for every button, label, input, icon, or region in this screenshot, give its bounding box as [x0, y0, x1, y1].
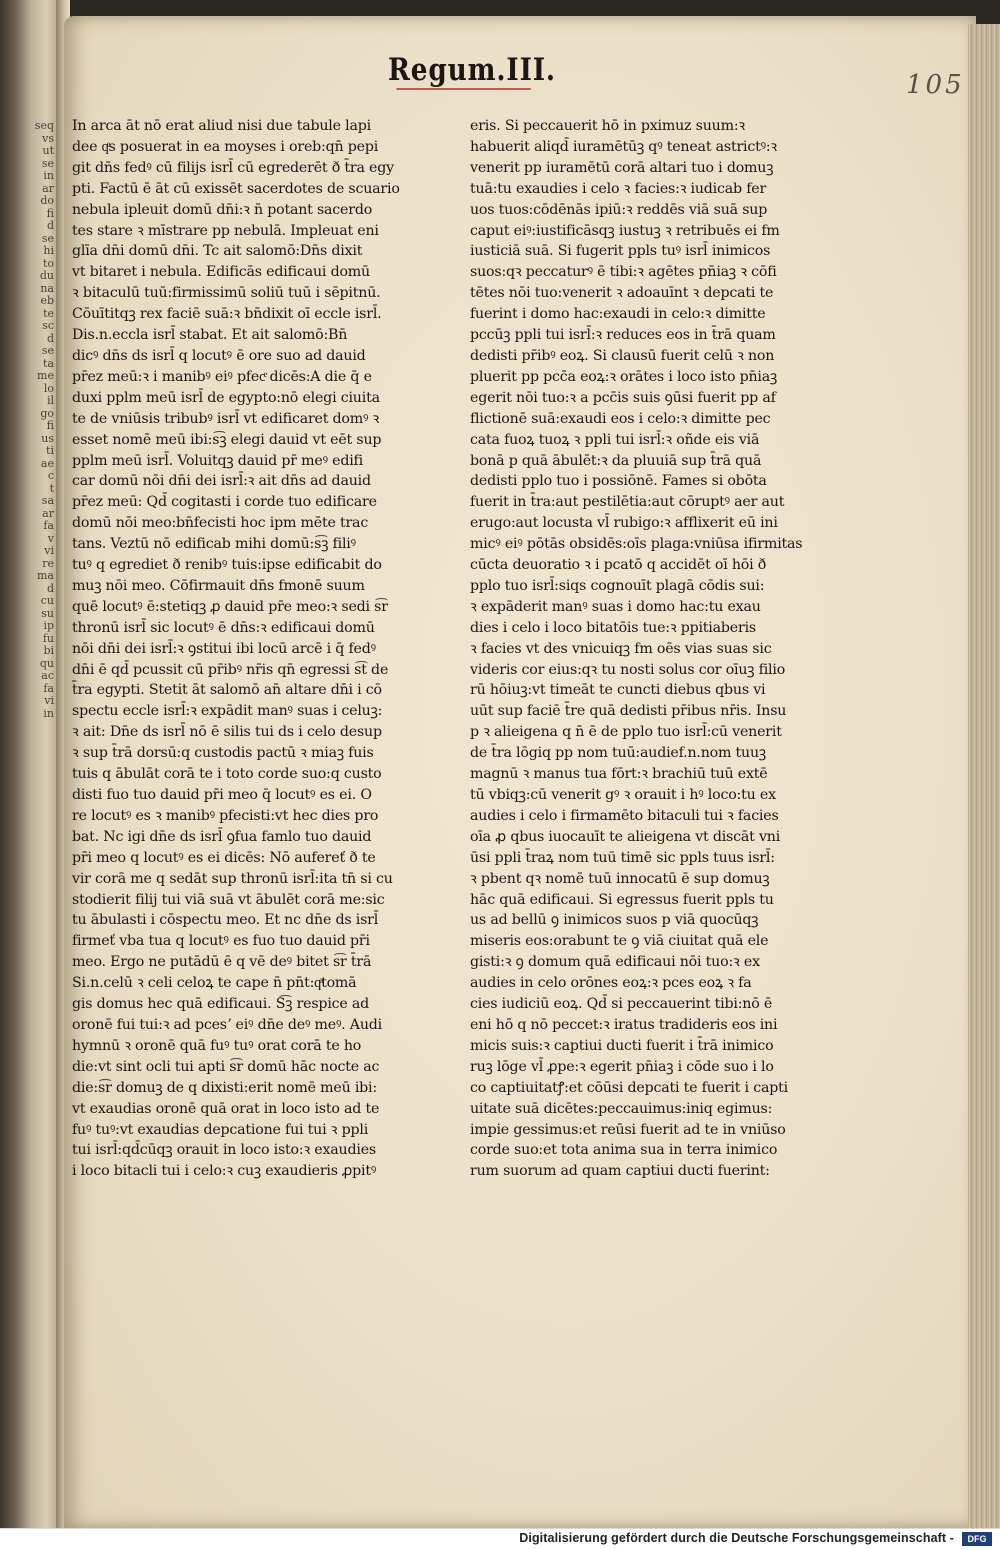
text-line: audies i celo i firmamēto bitaculi tui ꝛ facies	[470, 807, 779, 824]
text-line: domū nōi meo:bn̄fecisti hoc ipm mēte trac	[72, 515, 369, 532]
text-line: us ad bellū ꝯ inimicos suos p viā quocūqꝫ	[470, 912, 759, 929]
text-line: vir corā me q sedāt sup thronū isrl̄:ita tn̄ si cu	[72, 870, 393, 887]
text-line: dedisti pplo tuo i possiōnē. Fames si obōta	[470, 473, 767, 490]
text-line: gis domus hec quā edificaui. S͡ꝫ respice ad	[72, 996, 370, 1013]
text-line: miseris eos:orabunt te ꝯ viā ciuitat quā ele	[470, 933, 769, 950]
text-line: pccūꝫ ppli tui isrl̄:ꝛ reduces eos in t̄rā quam	[470, 327, 776, 344]
text-line: micꝰ eiꝰ pōtās obsidēs:oīs plaga:vniūsa ifirmitas	[470, 536, 803, 553]
text-line: eni hō q nō peccet:ꝛ iratus tradideris eos ini	[470, 1016, 778, 1033]
text-line: thronū isrl̄ sic locutꝰ ē dn̄s:ꝛ edificaui domū	[72, 619, 375, 636]
text-line: pr̄i meo q locutꝰ es ei dicēs: Nō aufereť ð te	[72, 849, 376, 866]
text-line: firmeť vba tua q locutꝰ es fuo tuo dauid pr̄i	[72, 933, 370, 950]
text-line: die:vt sint ocli tui apti s͡r domū hāc nocte ac	[72, 1058, 380, 1075]
text-column-right	[470, 116, 834, 1286]
text-line: pplm meū isrl̄. Voluitqꝫ dauid pr̄ meꝰ edifi	[72, 452, 363, 469]
text-line: nebula ipleuit domū dn̄i:ꝛ n̄ potant sacerdo	[72, 201, 373, 218]
text-line: hymnū ꝛ oronē quā fuꝰ tuꝰ orat corā te ho	[72, 1037, 362, 1054]
text-line: eris. Si peccauerit hō in pximuz suum:ꝛ	[470, 118, 745, 134]
text-line: co captiuitatꝭ:et cōūsi depcati te fuerit i capti	[470, 1079, 788, 1096]
text-line: dicꝰ dn̄s ds isrl̄ q locutꝰ ē ore suo ad dauid	[72, 347, 366, 364]
text-line: In arca āt nō erat aliud nisi due tabule lapi	[72, 118, 371, 134]
text-line: impie gessimus:et reūsi fuerit ad te in vniūso	[470, 1121, 786, 1138]
text-line: t̄ra egypti. Stetit āt salomō an̄ altare dn̄i i cō	[72, 682, 382, 699]
text-line: magnū ꝛ manus tua fōrt:ꝛ brachiū tuū extē	[470, 766, 768, 783]
text-line: duxi pplm meū isrl̄ de egypto:nō elegi ciuita	[72, 389, 380, 406]
text-line: cies iudiciū eoꝝ. Qd̄ si peccauerint tibi:nō ē	[470, 996, 773, 1013]
text-line: oronē fui tui:ꝛ ad pcesʼ eiꝰ dn̄e deꝰ meꝰ. Audi	[72, 1016, 382, 1033]
text-line: hāc quā edificaui. Si egressus fuerit ppls tu	[470, 891, 774, 908]
text-line: pr̄ez meū: Qd̄ cogitasti i corde tuo edificare	[72, 494, 377, 511]
text-line: fuerit in t̄ra:aut pestilētia:aut cōruptꝰ aer aut	[470, 494, 785, 511]
previous-page-text-fragment: seq vs ut se in ar do fi d se hi to du na eb te sc d se ta me lo il go fi us ti ae c t sa ar fa v vi re ma d cu su ip fu bi qu ac fa vi in	[34, 120, 54, 720]
text-line: pr̄ez meū:ꝛ i manibꝰ eiꝰ pfecͤ dicēs:A die q̄ e	[72, 368, 372, 385]
text-line: glīa dn̄i domū dn̄i. Tc ait salomō:Dn̄s dixit	[72, 243, 363, 260]
text-line: rū hōiuꝫ:vt timeāt te cuncti diebus qbus vi	[470, 682, 766, 699]
text-line: p ꝛ alieigena q n̄ ē de pplo tuo isrl̄:cū venerit	[470, 724, 782, 741]
text-line: erugo:aut locusta vl̄ rubigo:ꝛ afflixerit eū ini	[470, 515, 778, 532]
text-line: dies i celo i loco bitatōis tue:ꝛ ppitiaberis	[470, 619, 756, 636]
previous-page-edge	[0, 0, 58, 1528]
text-line: ꝛ sup t̄rā dorsū:q custodis pactū ꝛ miaꝫ fuis	[72, 745, 374, 762]
text-line: tu ābulasti i cōspectu meo. Et nc dn̄e ds isrl̄	[72, 912, 379, 929]
text-line: suos:qꝛ peccaturꝰ ē tibi:ꝛ agētes pn̄iaꝫ ꝛ cōfi	[470, 264, 777, 281]
text-line: pplo tuo isrl̄:siqs cognouīt plagā cōdis sui:	[470, 577, 765, 594]
text-line: re locutꝰ es ꝛ manibꝰ pfecisti:vt hec dies pro	[72, 807, 379, 824]
text-line: tuꝰ q egrediet ð renibꝰ tuis:ipse edificabit do	[72, 557, 382, 574]
text-line: audies in celo orōnes eoꝝ:ꝛ pces eoꝝ ꝛ fa	[470, 975, 752, 992]
text-line: Cōuītitqꝫ rex faciē suā:ꝛ bn̄dixit oī eccle isrl̄.	[72, 306, 382, 323]
text-line: dedisti pr̄ibꝰ eoꝝ. Si clausū fuerit celū ꝛ non	[470, 347, 775, 364]
text-line: uūt sup faciē t̄re quā dedisti pr̄ibus nr̄is. Insu	[470, 703, 787, 720]
text-line: pluerit pp pcc̄a eoꝝ:ꝛ orātes i loco isto pn̄iaꝫ	[470, 368, 778, 385]
text-line: vt bitaret i nebula. Edificās edificaui domū	[72, 264, 370, 281]
text-line: egerit nōi tuo:ꝛ a pcc̄is suis ꝯūsi fuerit pp af	[470, 389, 776, 406]
text-line: ꝛ expāderit manꝰ suas i domo hac:tu exau	[470, 598, 761, 615]
text-line: Si.n.celū ꝛ celi celoꝝ te cape n̄ pn̄t:qͣtomā	[72, 975, 357, 992]
text-line: iusticiā suā. Si fugerit ppls tuꝰ isrl̄ inimicos	[470, 243, 771, 260]
text-line: tuis q ābulāt corā te i toto corde suo:q custo	[72, 766, 382, 783]
page-fore-edge	[968, 24, 1000, 1528]
text-line: caput eiꝰ:iustificāsqꝫ iustuꝫ ꝛ retribuēs ei fm	[470, 222, 780, 239]
text-line: gisti:ꝛ ꝯ domum quā edificaui nōi tuo:ꝛ ex	[470, 954, 760, 971]
text-line: ꝛ ait: Dn̄e ds isrl̄ nō ē silis tui ds i celo desup	[72, 724, 382, 741]
text-line: car domū nōi dn̄i dei isrl̄:ꝛ ait dn̄s ad dauid	[72, 473, 371, 490]
text-line: meo. Ergo ne putādū ē q vē deꝰ bitet s͡r t̄rā	[72, 954, 372, 971]
text-line: esset nomē meū ibi:s͡ꝫ elegi dauid vt eēt sup	[72, 431, 382, 448]
text-line: stodierit filij tui viā suā vt ābulēt corā me:sic	[72, 891, 385, 908]
text-line: cata fuoꝝ tuoꝝ ꝛ ppli tui isrl̄:ꝛ oñde eis viā	[470, 431, 760, 448]
text-line: Dis.n.eccla isrl̄ stabat. Et ait salomō:Bn̄	[72, 327, 348, 344]
text-line: videris cor eius:qꝛ tu nosti solus cor oīuꝫ filio	[470, 661, 786, 678]
text-line: uitate suā dicētes:peccauimus:iniq egimus:	[470, 1100, 773, 1117]
text-line: dee qͤs posuerat in ea moyses i oreb:qn̄ pepi	[72, 138, 379, 155]
text-line: ūsi ppli t̄raꝝ nom tuū timē sic ppls tuus isrl̄:	[470, 849, 775, 866]
text-line: git dn̄s fedꝰ cū filijs isrl̄ cū egrederēt ð t̄ra egy	[72, 159, 394, 176]
text-column-left	[72, 116, 436, 1284]
text-line: tans. Veztū nō edificab mihi domū:s͡ꝫ filiꝰ	[72, 536, 356, 553]
text-line: tū vbiqꝫ:cū venerit gꝰ ꝛ orauit i hꝰ loco:tu ex	[470, 787, 776, 803]
running-head: Regum.III.	[388, 52, 541, 92]
text-line: dn̄i ē qd̄ pcussit cū pr̄ibꝰ nr̄is qn̄ egressi s͡t de	[72, 661, 389, 678]
text-line: fuerint i domo hac:exaudi in celo:ꝛ dimitte	[470, 306, 766, 323]
funding-credit: Digitalisierung gefördert durch die Deutsche Forschungsgemeinschaft -	[519, 1531, 954, 1545]
text-line: vt exaudias oronē quā orat in loco isto ad te	[72, 1100, 380, 1117]
text-line: ꝛ pbent qꝛ nomē tuū innocatū ē sup domuꝫ	[470, 870, 770, 887]
text-line: bat. Nc igi dn̄e ds isrl̄ ꝯfua famlo tuo dauid	[72, 828, 372, 845]
text-line: quē locutꝰ ē:stetiqꝫ ꝓ dauid pr̄e meo:ꝛ sedi s͡r	[72, 598, 388, 615]
text-line: fuꝰ tuꝰ:vt exaudias depcatione fui tui ꝛ ppli	[72, 1121, 369, 1138]
text-line: muꝫ nōi meo. Cōfirmauit dn̄s fmonē suum	[72, 577, 365, 594]
text-line: habuerit aliqd̄ iuramētūꝫ qꝰ teneat astrictꝰ:ꝛ	[470, 138, 777, 155]
dfg-logo: DFG	[962, 1532, 992, 1546]
text-line: ꝛ facies vt des vnicuiqꝫ fm oēs vias suas sic	[470, 640, 772, 657]
text-line: spectu eccle isrl̄:ꝛ expādit manꝰ suas i celuꝫ:	[72, 703, 383, 720]
text-line: te de vniūsis tribubꝰ isrl̄ vt edificaret domꝰ ꝛ	[72, 410, 380, 427]
text-line: bonā p quā ābulēt:ꝛ da pluuiā sup t̄rā quā	[470, 452, 762, 469]
text-line: corde suo:et tota anima sua in terra inimico	[470, 1142, 778, 1159]
text-line: ruꝫ lōge vl̄ ꝓpe:ꝛ egerit pn̄iaꝫ i cōde suo i lo	[470, 1058, 774, 1075]
text-line: venerit pp iuramētū corā altari tuo i domuꝫ	[470, 159, 774, 176]
text-line: flictionē suā:exaudi eos i celo:ꝛ dimitte pec	[470, 410, 771, 427]
text-line: disti fuo tuo dauid pr̄i meo q̄ locutꝰ es ei. O	[72, 787, 372, 803]
text-line: micis suis:ꝛ captiui ducti fuerit i t̄rā inimico	[470, 1037, 774, 1054]
folio-number: 105	[906, 70, 965, 100]
text-line: rum suorum ad quam captiui ducti fuerint:	[470, 1163, 770, 1180]
text-line: cūcta deuoratio ꝛ i pcatō q accidēt oī hōi ð	[470, 557, 767, 574]
text-line: tētes nōi tuo:venerit ꝛ adoauīnt ꝛ depcati te	[470, 285, 774, 302]
text-line: i loco bitacli tui i celo:ꝛ cuꝫ exaudieris ꝓpitꝰ	[72, 1163, 377, 1180]
text-line: tuā:tu exaudies i celo ꝛ facies:ꝛ iudicab fer	[470, 180, 767, 197]
text-line: pti. Factū ē āt cū exissēt sacerdotes de scuario	[72, 180, 400, 197]
text-line: oīa ꝓ qbus iuocauīt te alieigena vt discāt vni	[470, 828, 781, 845]
footer-bar	[0, 1528, 1000, 1550]
text-line: ꝛ bitaculū tuū:firmissimū soliū tuū i sēpitnū.	[72, 285, 381, 302]
text-line: nōi dn̄i dei isrl̄:ꝛ ꝯstitui ibi locū arcē i q̄ fedꝰ	[72, 640, 376, 657]
text-line: de t̄ra lōgiq pp nom tuū:audief.n.nom tuuꝫ	[470, 745, 766, 762]
text-line: uos tuos:cōdēnās ipiū:ꝛ reddēs viā suā sup	[470, 201, 768, 218]
text-line: tui isrl̄:qd̄cūqꝫ orauit in loco isto:ꝛ exaudies	[72, 1142, 376, 1159]
text-line: die:s͡r domuꝫ de q dixisti:erit nomē meū ibi:	[72, 1079, 377, 1096]
text-line: tes stare ꝛ mīstrare pp nebulā. Impleuat eni	[72, 222, 379, 239]
